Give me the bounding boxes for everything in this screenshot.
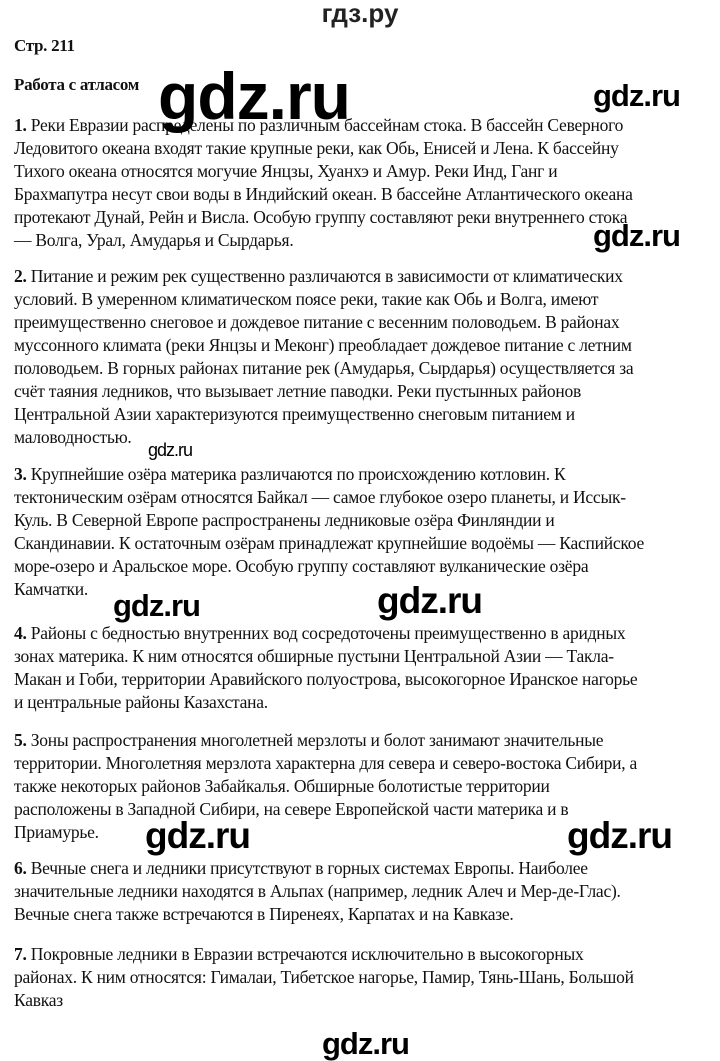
paragraph-line — [14, 266, 623, 286]
paragraph-line — [14, 799, 568, 819]
paragraph-line — [14, 858, 588, 878]
paragraph-text: Тихого океана относятся могучие Янцзы, Хуанхэ и Амур. Реки Инд, Ганг и — [14, 161, 558, 181]
watermark: gdz.ru — [148, 440, 193, 460]
paragraph-line — [14, 990, 63, 1010]
watermark: gdz.ru — [145, 815, 250, 856]
paragraph-text: Вечные снега и ледники присутствуют в горных системах Европы. Наиболее — [30, 858, 588, 878]
paragraph-text: тектоническим озёрам относятся Байкал — самое глубокое озеро планеты, и Иссык- — [14, 487, 626, 507]
paragraph-line — [14, 904, 514, 924]
paragraph-line — [14, 138, 619, 158]
paragraph-text: Районы с бедностью внутренних вод сосредоточены преимущественно в аридных — [30, 623, 626, 643]
paragraph-line — [14, 776, 550, 796]
paragraph-text: Крупнейшие озёра материка различаются по происхождению котловин. К — [30, 464, 566, 484]
paragraph-line — [14, 404, 575, 424]
paragraph-number: 3. — [14, 464, 27, 484]
paragraph-line — [14, 556, 588, 576]
paragraph-text: зонах материка. К ним относятся обширные пустыни Центральной Азии — Такла- — [14, 646, 614, 666]
paragraph-line — [14, 822, 99, 842]
paragraph-text: Зоны распространения многолетней мерзлоты и болот занимают значительные — [30, 730, 604, 750]
paragraph-line — [14, 730, 603, 750]
paragraph-text: расположены в Западной Сибири, на севере Европейской части материка и в — [14, 799, 569, 819]
paragraph-text: море-озеро и Аральское море. Особую группу составляют вулканические озёра — [14, 556, 589, 576]
paragraph-text: преимущественно снеговое и дождевое питание с весенним половодьем. В районах — [14, 312, 620, 332]
paragraph-number: 7. — [14, 944, 27, 964]
paragraph-text: счёт таяния ледников, что вызывает летние паводки. Реки пустынных районов — [14, 381, 581, 401]
paragraph-text: маловодностью. — [14, 427, 132, 447]
paragraph-text: Куль. В Северной Европе распространены ледниковые озёра Финляндии и — [14, 510, 555, 530]
paragraph-line — [14, 464, 565, 484]
page-label: Стр. 211 — [14, 36, 75, 55]
paragraph-text: и центральные районы Казахстана. — [14, 692, 268, 712]
paragraph-line — [14, 881, 621, 901]
paragraph-text: территории. Многолетняя мерзлота характерна для севера и северо-востока Сибири, а — [14, 753, 638, 773]
paragraph-text: Приамурье. — [14, 822, 99, 842]
paragraph-number: 6. — [14, 858, 27, 878]
watermark: gdz.ru — [593, 218, 680, 253]
paragraph-text: районах. К ним относятся: Гималаи, Тибетское нагорье, Памир, Тянь-Шань, Большой — [14, 967, 634, 987]
site-header: гдз.ру — [321, 0, 399, 28]
watermark: gdz.ru — [593, 78, 680, 113]
paragraph-line — [14, 510, 554, 530]
paragraph-line — [14, 312, 619, 332]
paragraph-text: Реки Евразии распределены по различным бассейнам стока. В бассейн Северного — [30, 115, 624, 135]
paragraph-text: Вечные снега также встречаются в Пиренеях, Карпатах и на Кавказе. — [14, 904, 514, 924]
paragraph-text: Скандинавии. К остаточным озёрам принадлежат крупнейшие водоёмы — Каспийское — [14, 533, 644, 553]
paragraph-line — [14, 753, 637, 773]
paragraph-text: протекают Дунай, Рейн и Висла. Особую группу составляют реки внутреннего стока — [14, 207, 628, 227]
paragraph-text: Питание и режим рек существенно различаются в зависимости от климатических — [30, 266, 623, 286]
paragraph-text: Ледовитого океана входят такие крупные реки, как Обь, Енисей и Лена. К бассейну — [14, 138, 619, 158]
paragraph-line — [14, 487, 626, 507]
paragraph-line — [14, 358, 633, 378]
paragraph-text: Брахмапутра несут свои воды в Индийский океан. В бассейне Атлантического океана — [14, 184, 633, 204]
paragraph-number: 5. — [14, 730, 27, 750]
watermark: gdz.ru — [377, 580, 482, 621]
section-title: Работа с атласом — [14, 75, 140, 94]
paragraph-text: условий. В умеренном климатическом поясе реки, такие как Обь и Волга, имеют — [14, 289, 599, 309]
paragraph-line — [14, 669, 637, 689]
paragraph-line — [14, 335, 632, 355]
paragraph-line — [14, 646, 614, 666]
paragraph-text: Центральной Азии характеризуются преимущественно снеговым питанием и — [14, 404, 575, 424]
paragraph-text: Кавказ — [14, 990, 63, 1010]
paragraph-line — [14, 230, 293, 250]
watermark: gdz.ru — [322, 1026, 409, 1061]
watermark: gdz.ru — [567, 815, 672, 856]
paragraph-text: Покровные ледники в Евразии встречаются исключительно в высокогорных — [30, 944, 584, 964]
paragraph-line — [14, 533, 644, 553]
paragraph-number: 2. — [14, 266, 27, 286]
paragraph-line — [14, 184, 633, 204]
watermark: gdz.ru — [158, 59, 350, 133]
paragraph-line — [14, 381, 581, 401]
paragraph-text: значительные ледники находятся в Альпах (например, ледник Алеч и Мер-де-Глас). — [14, 881, 621, 901]
paragraph-line — [14, 427, 132, 447]
watermark: gdz.ru — [113, 588, 200, 623]
paragraph-text: — Волга, Урал, Амударья и Сырдарья. — [14, 230, 294, 250]
paragraph-line — [14, 623, 625, 643]
paragraph-text: половодьем. В горных районах питание рек (Амударья, Сырдарья) осуществляется за — [14, 358, 634, 378]
paragraph-line — [14, 967, 634, 987]
paragraph-text: муссонного климата (реки Янцзы и Меконг) преобладает дождевое питание с летним — [14, 335, 632, 355]
paragraph-line — [14, 207, 627, 227]
paragraph-line — [14, 692, 268, 712]
paragraph-line — [14, 944, 584, 964]
paragraph-text: также некоторых районов Забайкалья. Обширные болотистые территории — [14, 776, 550, 796]
paragraph-line — [14, 579, 88, 599]
paragraph-text: Макан и Гоби, территории Аравийского полуострова, высокогорное Иранское нагорье — [14, 669, 638, 689]
paragraph-line — [14, 161, 557, 181]
paragraph-text: Камчатки. — [14, 579, 89, 599]
paragraph-line — [14, 289, 598, 309]
paragraph-number: 1. — [14, 115, 27, 135]
paragraph-number: 4. — [14, 623, 27, 643]
